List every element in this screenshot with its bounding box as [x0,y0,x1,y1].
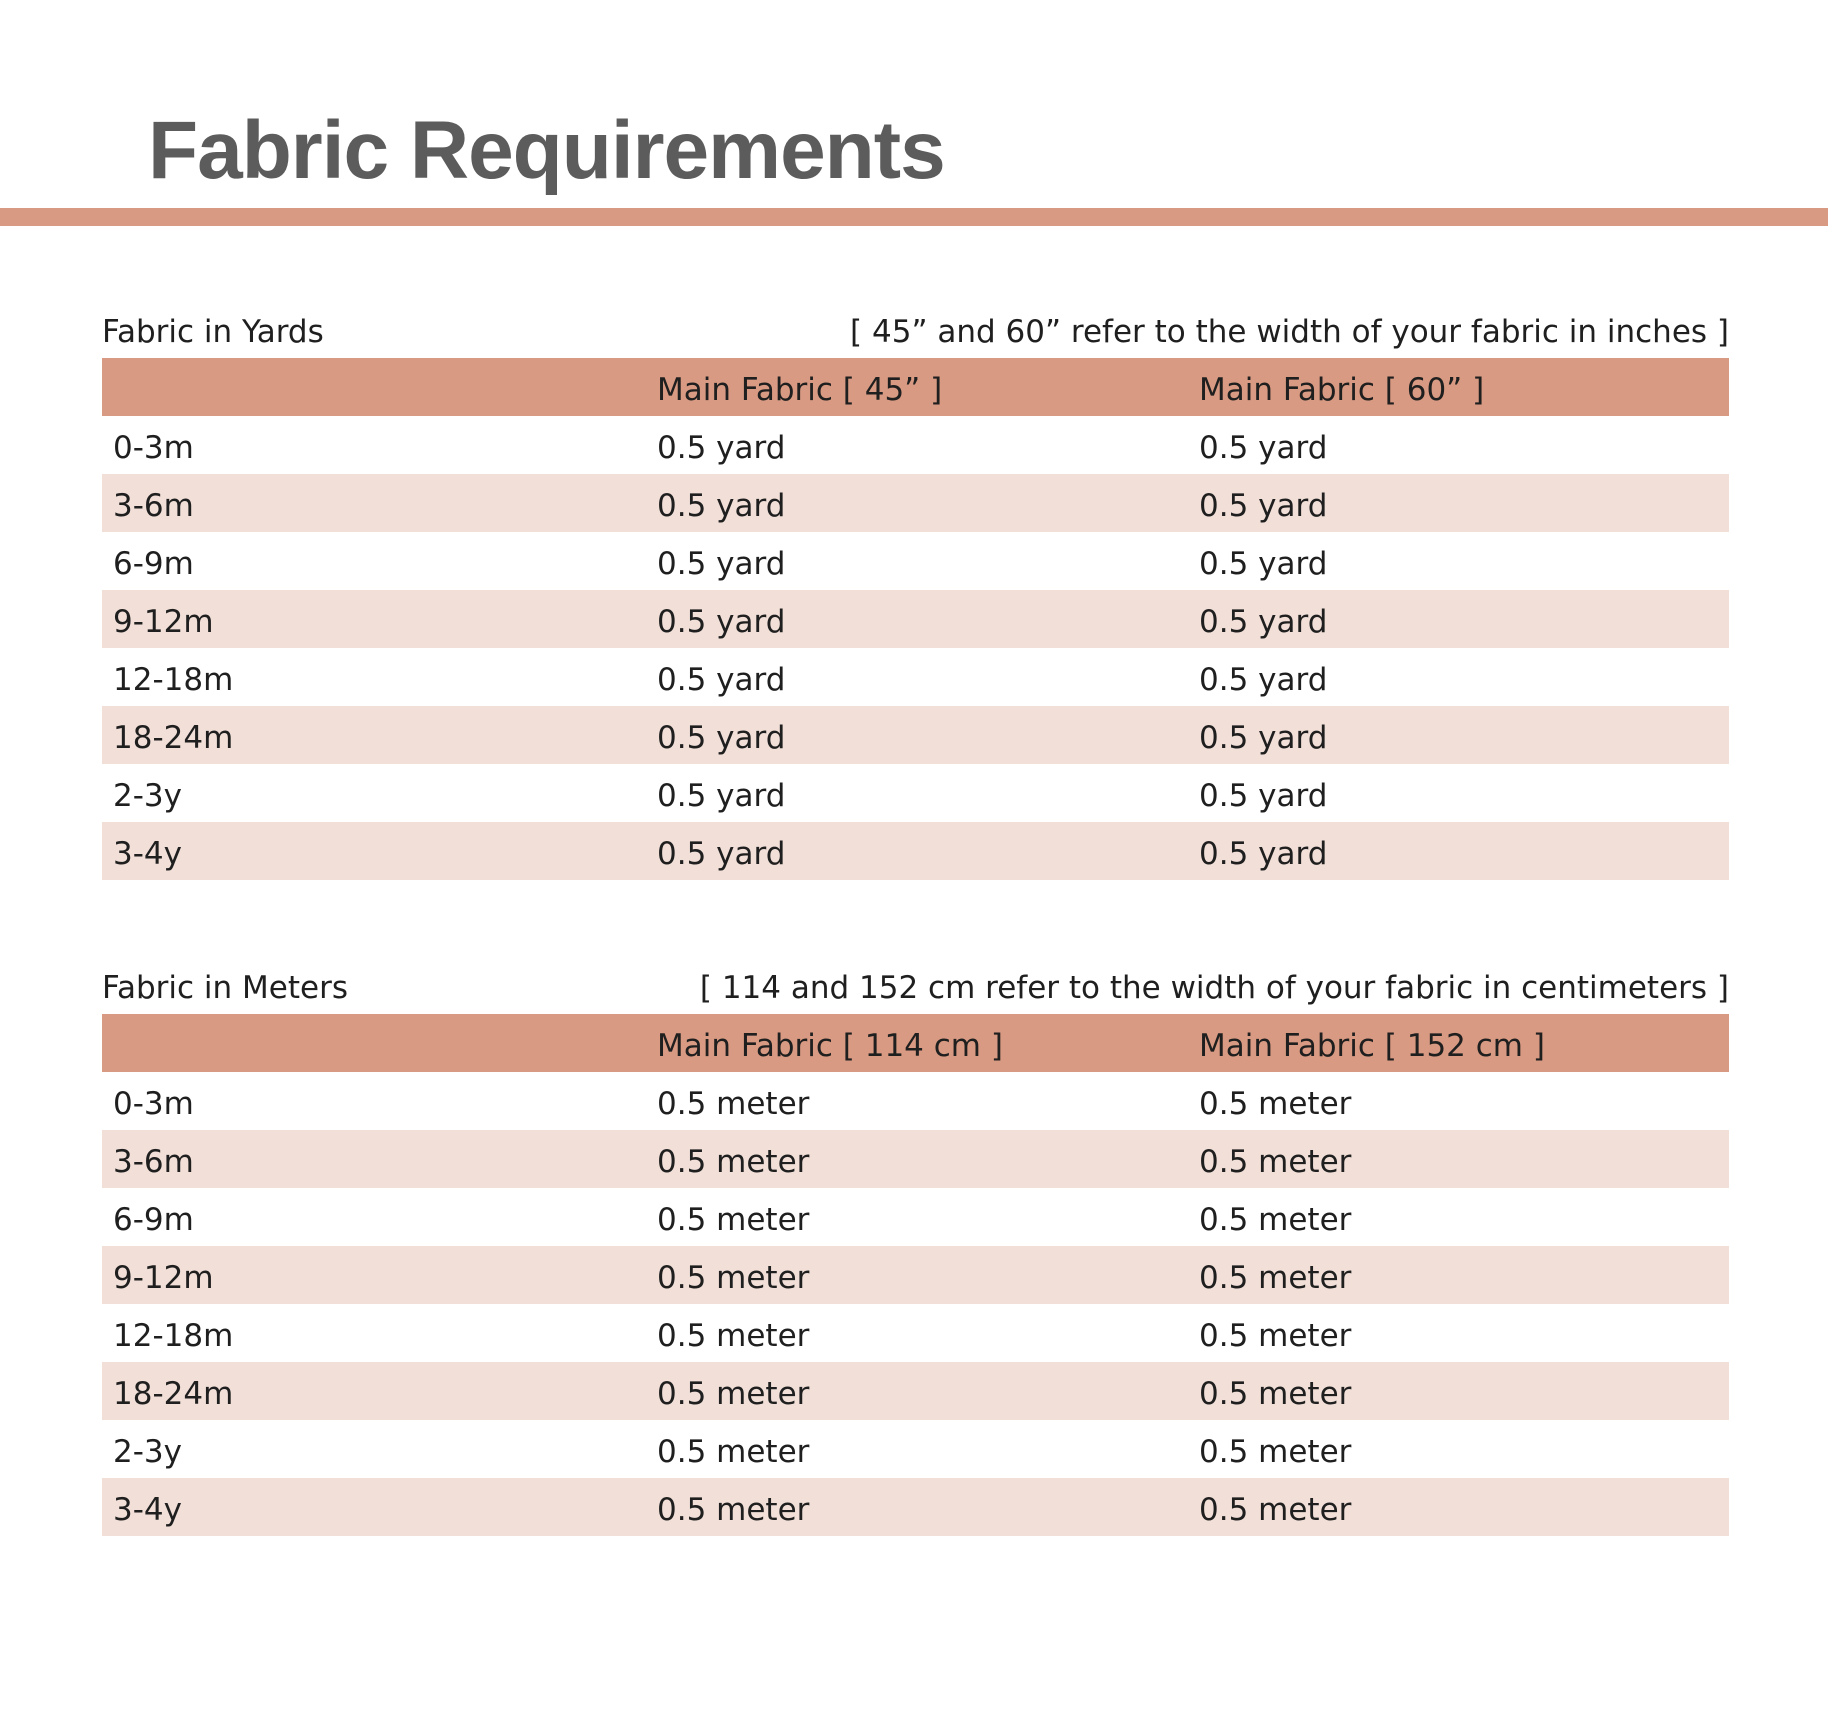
size-cell: 18-24m [113,720,234,756]
size-cell: 9-12m [113,1260,214,1296]
main-fabric-cell: 0.5 meter [1199,1144,1352,1180]
main-fabric-cell: 0.5 meter [657,1144,810,1180]
table-row [102,822,1729,880]
table-row [102,1420,1729,1478]
main-fabric-cell: 0.5 meter [657,1260,810,1296]
table-row [102,416,1729,474]
main-fabric-cell: 0.5 yard [1199,662,1328,698]
table-row [102,1478,1729,1536]
main-fabric-cell: 0.5 meter [657,1434,810,1470]
main-fabric-cell: 0.5 yard [657,604,786,640]
section-title: Fabric in Yards [102,314,324,350]
size-cell: 0-3m [113,430,194,466]
table-row [102,1072,1729,1130]
table-row [102,1188,1729,1246]
main-fabric-cell: 0.5 meter [657,1492,810,1528]
table-row [102,532,1729,590]
size-cell: 2-3y [113,1434,182,1470]
main-fabric-cell: 0.5 meter [1199,1376,1352,1412]
table-row [102,474,1729,532]
size-cell: 12-18m [113,662,234,698]
size-cell: 9-12m [113,604,214,640]
size-cell: 6-9m [113,546,194,582]
table-row [102,1362,1729,1420]
size-cell: 3-4y [113,836,182,872]
table-row [102,648,1729,706]
main-fabric-cell: 0.5 yard [1199,778,1328,814]
main-fabric-cell: 0.5 yard [1199,720,1328,756]
meters-section [102,966,1729,1536]
size-cell: 0-3m [113,1086,194,1122]
table-body [102,1072,1729,1536]
main-fabric-cell: 0.5 yard [657,430,786,466]
main-fabric-cell: 0.5 yard [657,836,786,872]
size-cell: 18-24m [113,1376,234,1412]
main-fabric-cell: 0.5 yard [657,662,786,698]
header-cell-main-fabric-45: Main Fabric [ 45” ] [657,372,943,408]
size-cell: 3-4y [113,1492,182,1528]
header-cell-main-fabric-60: Main Fabric [ 60” ] [1199,372,1485,408]
main-fabric-cell: 0.5 yard [1199,488,1328,524]
main-fabric-cell: 0.5 meter [1199,1492,1352,1528]
main-fabric-cell: 0.5 meter [657,1086,810,1122]
main-fabric-cell: 0.5 meter [1199,1260,1352,1296]
section-note: [ 114 and 152 cm refer to the width of your fabric in centimeters ] [699,970,1729,1006]
main-fabric-cell: 0.5 meter [1199,1434,1352,1470]
main-fabric-cell: 0.5 yard [1199,836,1328,872]
main-fabric-cell: 0.5 meter [1199,1086,1352,1122]
main-fabric-cell: 0.5 meter [657,1202,810,1238]
size-cell: 12-18m [113,1318,234,1354]
section-header [102,310,1729,358]
main-fabric-cell: 0.5 yard [1199,604,1328,640]
header-cell-main-fabric-152: Main Fabric [ 152 cm ] [1199,1028,1545,1064]
section-header [102,966,1729,1014]
size-cell: 6-9m [113,1202,194,1238]
table-row [102,764,1729,822]
table-row [102,706,1729,764]
main-fabric-cell: 0.5 yard [657,778,786,814]
yards-section [102,310,1729,880]
table-row [102,590,1729,648]
table-row [102,1246,1729,1304]
main-fabric-cell: 0.5 yard [657,488,786,524]
table-row [102,1130,1729,1188]
main-fabric-cell: 0.5 meter [1199,1202,1352,1238]
table-header-row [102,1014,1729,1072]
main-fabric-cell: 0.5 yard [657,546,786,582]
main-fabric-cell: 0.5 yard [1199,430,1328,466]
header-cell-main-fabric-114: Main Fabric [ 114 cm ] [657,1028,1003,1064]
section-note: [ 45” and 60” refer to the width of your fabric in inches ] [850,314,1729,350]
size-cell: 2-3y [113,778,182,814]
size-cell: 3-6m [113,1144,194,1180]
page-title: Fabric Requirements [148,105,945,196]
main-fabric-cell: 0.5 meter [657,1318,810,1354]
table-row [102,1304,1729,1362]
size-cell: 3-6m [113,488,194,524]
table-header-row [102,358,1729,416]
main-fabric-cell: 0.5 yard [1199,546,1328,582]
table-body [102,416,1729,880]
main-fabric-cell: 0.5 meter [1199,1318,1352,1354]
title-rule [0,208,1828,226]
section-title: Fabric in Meters [102,970,348,1006]
main-fabric-cell: 0.5 yard [657,720,786,756]
main-fabric-cell: 0.5 meter [657,1376,810,1412]
